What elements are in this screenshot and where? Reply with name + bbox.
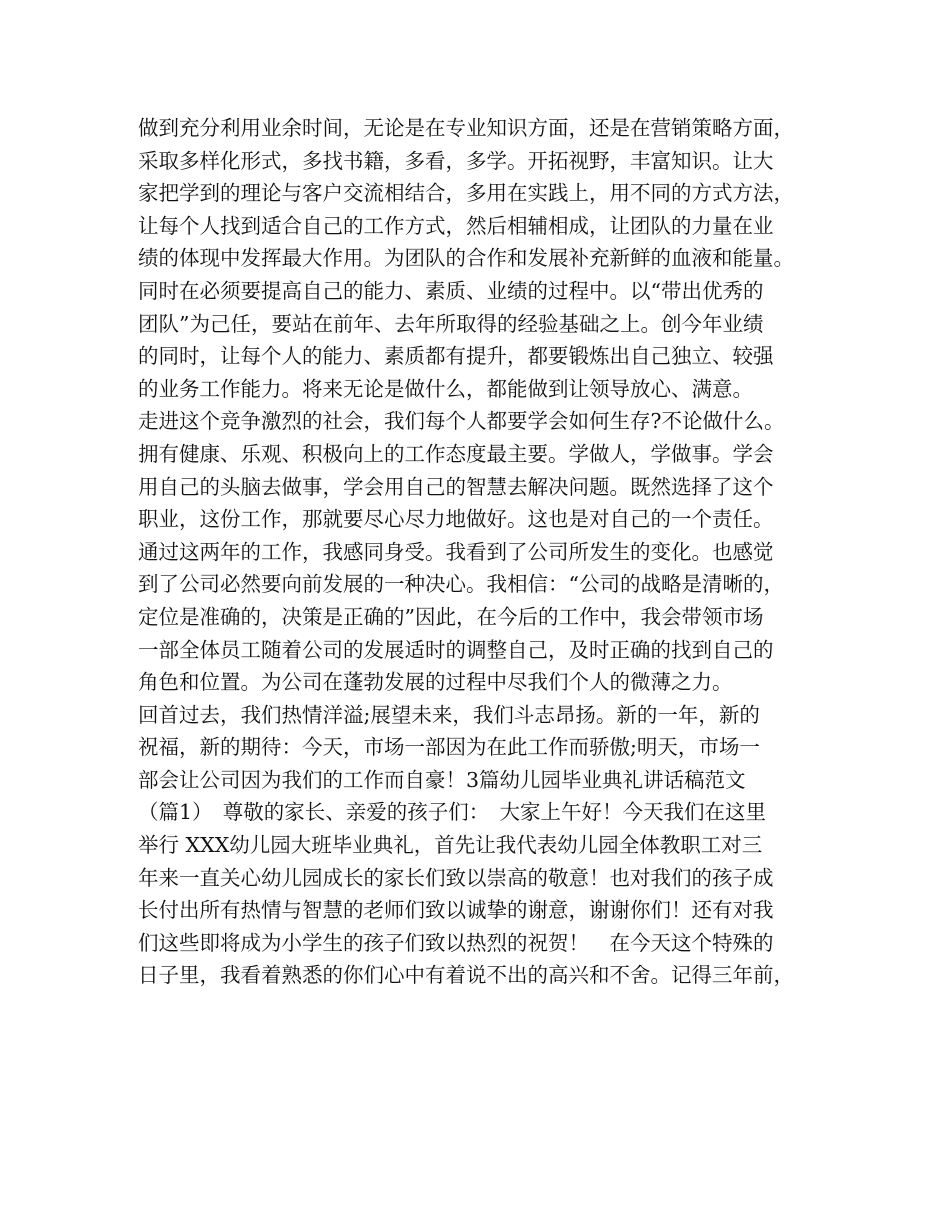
text-line: （篇1） 尊敬的家长、亲爱的孩子们： 大家上午好！今天我们在这里: [138, 800, 767, 825]
text-line: 团队”为己任，要站在前年、去年所取得的经验基础之上。创今年业绩: [138, 311, 764, 336]
text-line: 年来一直关心幼儿园成长的家长们致以崇高的敬意！也对我们的孩子成: [138, 865, 774, 890]
text-line: 家把学到的理论与客户交流相结合，多用在实践上，用不同的方式方法，: [138, 181, 794, 206]
text-line: 们这些即将成为小学生的孩子们致以热烈的祝贺！ 在今天这个特殊的: [138, 930, 774, 955]
text-line: 让每个人找到适合自己的工作方式，然后相辅相成，让团队的力量在业: [138, 213, 774, 238]
document-body: [138, 112, 828, 992]
text-line: 定位是准确的，决策是正确的”因此，在今后的工作中，我会带领市场: [138, 604, 764, 629]
text-line: 做到充分利用业余时间，无论是在专业知识方面，还是在营销策略方面，: [138, 116, 794, 140]
text-line: 回首过去，我们热情洋溢;展望未来，我们斗志昂扬。新的一年，新的: [138, 702, 760, 727]
text-line: 的业务工作能力。将来无论是做什么，都能做到让领导放心、满意。: [138, 376, 753, 401]
text-line: 长付出所有热情与智慧的老师们致以诚挚的谢意，谢谢你们！还有对我: [138, 898, 774, 923]
text-line: 走进这个竞争激烈的社会，我们每个人都要学会如何生存?不论做什么。: [138, 409, 785, 434]
text-line: 采取多样化形式，多找书籍，多看，多学。开拓视野，丰富知识。让大: [138, 148, 774, 173]
text-line: 部会让公司因为我们的工作而自豪！3篇幼儿园毕业典礼讲话稿范文: [138, 767, 746, 792]
text-line: 用自己的头脑去做事，学会用自己的智慧去解决问题。既然选择了这个: [138, 474, 774, 499]
text-line: 同时在必须要提高自己的能力、素质、业绩的过程中。以“带出优秀的: [138, 278, 764, 303]
text-line: 到了公司必然要向前发展的一种决心。我相信：“公司的战略是清晰的，: [138, 572, 784, 597]
text-line: 的同时，让每个人的能力、素质都有提升，都要锻炼出自己独立、较强: [138, 344, 774, 369]
text-line: 角色和位置。为公司在蓬勃发展的过程中尽我们个人的微薄之力。: [138, 670, 733, 695]
text-line: 通过这两年的工作，我感同身受。我看到了公司所发生的变化。也感觉: [138, 539, 774, 564]
text-line: 一部全体员工随着公司的发展适时的调整自己，及时正确的找到自己的: [138, 637, 774, 662]
text-line: 祝福，新的期待：今天，市场一部因为在此工作而骄傲;明天，市场一: [138, 735, 760, 760]
text-line: 举行 XXX幼儿园大班毕业典礼，首先让我代表幼儿园全体教职工对三: [138, 833, 763, 858]
text-line: 职业，这份工作，那就要尽心尽力地做好。这也是对自己的一个责任。: [138, 507, 774, 532]
text-line: 日子里，我看着熟悉的你们心中有着说不出的高兴和不舍。记得三年前，: [138, 963, 794, 988]
text-line: 拥有健康、乐观、积极向上的工作态度最主要。学做人，学做事。学会: [138, 441, 774, 466]
text-line: 绩的体现中发挥最大作用。为团队的合作和发展补充新鲜的血液和能量。: [138, 246, 794, 271]
